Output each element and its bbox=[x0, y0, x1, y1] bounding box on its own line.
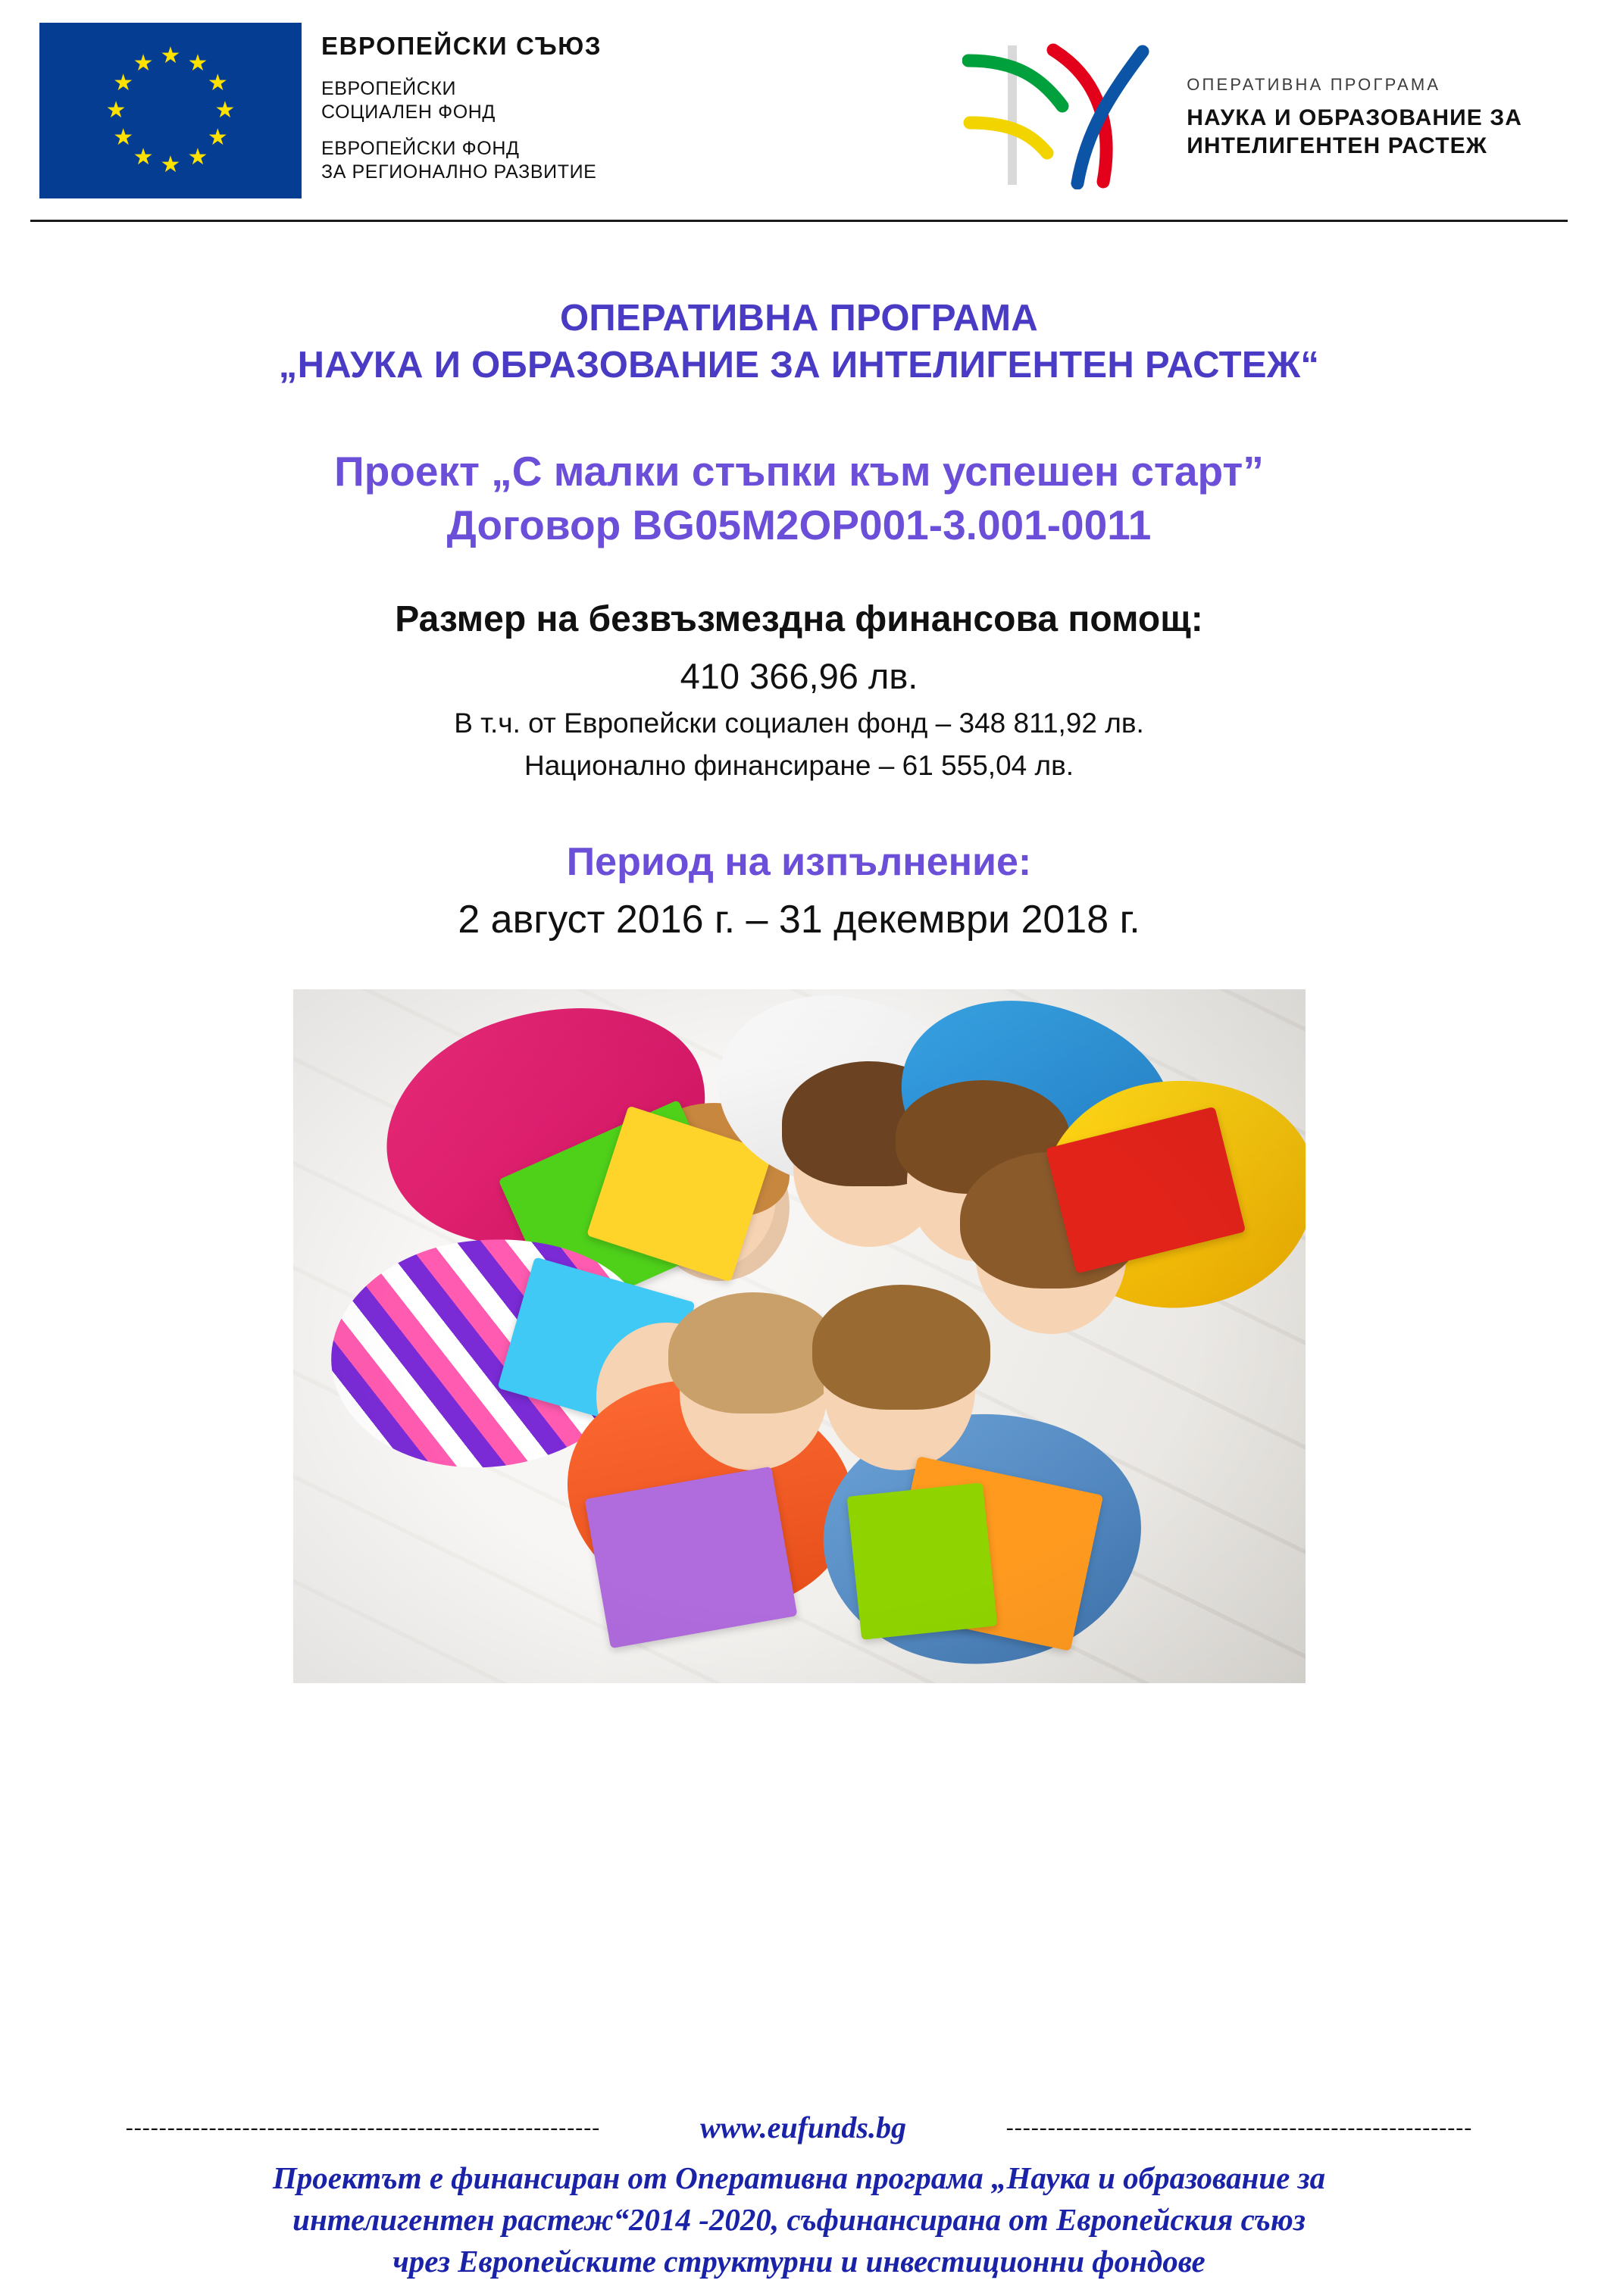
period-heading: Период на изпълнение: bbox=[566, 840, 1032, 885]
op-big-line2: ИНТЕЛИГЕНТЕН РАСТЕЖ bbox=[1187, 133, 1487, 158]
project-title bbox=[45, 445, 1553, 551]
eu-erdf-label bbox=[321, 137, 602, 183]
eu-star: ★ bbox=[214, 98, 236, 123]
program-name-line2: „НАУКА И ОБРАЗОВАНИЕ ЗА ИНТЕЛИГЕНТЕН РАСТЕЖ“ bbox=[278, 344, 1320, 386]
eu-esf-label-line1: ЕВРОПЕЙСКИ bbox=[321, 78, 457, 99]
op-swoosh-icon bbox=[962, 41, 1165, 189]
children-photo bbox=[293, 989, 1306, 1683]
grant-esf-share: В т.ч. от Европейски социален фонд – 348 811,92 лв. bbox=[454, 708, 1144, 739]
document-footer bbox=[0, 2110, 1598, 2282]
eu-emblem-block bbox=[39, 23, 602, 198]
eu-star: ★ bbox=[187, 50, 208, 76]
op-text-block bbox=[1187, 70, 1522, 161]
footer-disclaimer-line1: Проектът е финансиран от Оперативна програма „Наука и образование за bbox=[272, 2160, 1326, 2196]
eu-esf-label-line2: СОЦИАЛЕН ФОНД bbox=[321, 101, 496, 123]
eu-star: ★ bbox=[160, 152, 181, 177]
eu-star: ★ bbox=[160, 43, 181, 69]
footer-website-line bbox=[35, 2110, 1563, 2145]
footer-disclaimer-line3: чрез Европейските структурни и инвестиционни фондове bbox=[392, 2244, 1206, 2279]
eu-text-block bbox=[321, 23, 602, 183]
op-big-label bbox=[1187, 104, 1522, 161]
project-title-line1: Проект „С малки стъпки към успешен старт” bbox=[334, 448, 1264, 495]
eu-star: ★ bbox=[113, 70, 134, 96]
eu-star: ★ bbox=[113, 124, 134, 150]
footer-website-link[interactable]: www.eufunds.bg bbox=[700, 2110, 906, 2145]
footer-dashes-left: --------------------------------------------------------- bbox=[125, 2114, 601, 2140]
eu-title: ЕВРОПЕЙСКИ СЪЮЗ bbox=[321, 32, 602, 60]
eu-erdf-label-line2: ЗА РЕГИОНАЛНО РАЗВИТИЕ bbox=[321, 161, 597, 183]
eu-flag-icon bbox=[39, 23, 302, 198]
project-contract-number: Договор BG05M2OP001-3.001-0011 bbox=[446, 501, 1152, 548]
footer-disclaimer bbox=[35, 2157, 1563, 2282]
footer-dashes-right: -------------------------------------------------------- bbox=[1005, 2114, 1473, 2140]
op-big-line1: НАУКА И ОБРАЗОВАНИЕ ЗА bbox=[1187, 105, 1522, 130]
grant-national-share: Национално финансиране – 61 555,04 лв. bbox=[524, 750, 1074, 782]
eu-star: ★ bbox=[187, 145, 208, 170]
header-divider bbox=[30, 220, 1568, 222]
eu-esf-label bbox=[321, 77, 602, 123]
photo-vignette bbox=[293, 989, 1306, 1683]
document-body bbox=[0, 227, 1598, 1683]
op-logo-block bbox=[962, 23, 1522, 189]
program-name-line1: ОПЕРАТИВНА ПРОГРАМА bbox=[559, 298, 1039, 339]
eu-erdf-label-line1: ЕВРОПЕЙСКИ ФОНД bbox=[321, 138, 520, 159]
footer-disclaimer-line2: интелигентен растеж“2014 -2020, съфинансирана от Европейския съюз bbox=[292, 2202, 1306, 2238]
period-value: 2 август 2016 г. – 31 декември 2018 г. bbox=[458, 898, 1140, 942]
eu-star: ★ bbox=[207, 124, 228, 150]
eu-star: ★ bbox=[133, 50, 154, 76]
eu-star: ★ bbox=[207, 70, 228, 96]
grant-amount: 410 366,96 лв. bbox=[680, 656, 918, 697]
program-name bbox=[45, 295, 1553, 389]
eu-star: ★ bbox=[133, 145, 154, 170]
grant-heading: Размер на безвъзмездна финансова помощ: bbox=[395, 599, 1203, 640]
op-small-label: ОПЕРАТИВНА ПРОГРАМА bbox=[1187, 74, 1441, 94]
eu-star: ★ bbox=[105, 98, 127, 123]
document-header bbox=[0, 0, 1598, 227]
